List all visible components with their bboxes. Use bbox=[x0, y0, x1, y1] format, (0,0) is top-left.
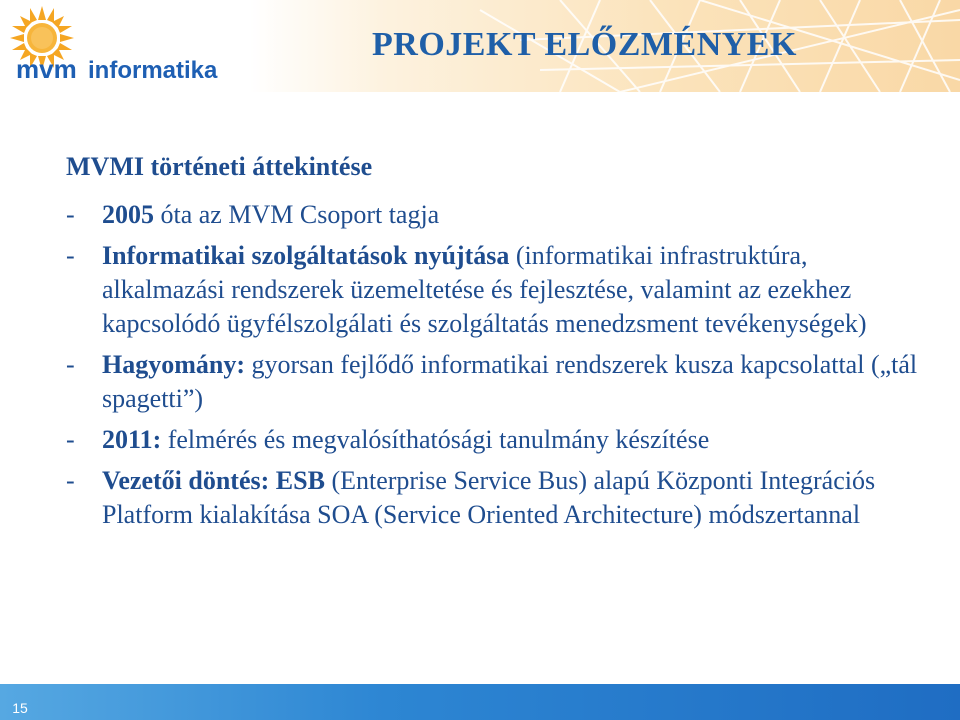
list-dash: - bbox=[66, 241, 75, 270]
slide-header bbox=[0, 0, 960, 92]
list-item-text bbox=[102, 348, 936, 416]
list-dash: - bbox=[66, 350, 75, 379]
list-item-bold: Vezetői döntés: ESB bbox=[102, 466, 325, 495]
list-item-bold: Hagyomány: bbox=[102, 350, 245, 379]
list-item bbox=[66, 348, 936, 416]
list-item bbox=[66, 464, 936, 532]
list-item-bold: Informatikai szolgáltatások nyújtása bbox=[102, 241, 510, 270]
page-title: PROJEKT ELŐZMÉNYEK bbox=[372, 26, 797, 63]
list-item bbox=[66, 423, 936, 457]
list-item-body: felmérés és megvalósíthatósági tanulmány készítése bbox=[161, 425, 710, 454]
list-dash: - bbox=[66, 466, 75, 495]
list-item-bold: 2011: bbox=[102, 425, 162, 454]
section-heading: MVMI történeti áttekintése bbox=[66, 152, 373, 181]
list-item bbox=[66, 198, 936, 232]
slide-content bbox=[66, 150, 936, 539]
footer-bar bbox=[0, 684, 960, 720]
page-number: 15 bbox=[12, 700, 28, 716]
logo-informatika-text: informatika bbox=[88, 57, 218, 84]
list-item-text bbox=[102, 198, 936, 232]
list-item bbox=[66, 239, 936, 341]
list-item-text bbox=[102, 239, 936, 341]
logo-mvm-text: mvm bbox=[16, 54, 77, 84]
list-dash: - bbox=[66, 425, 75, 454]
company-logo bbox=[6, 4, 246, 86]
list-item-body: (Enterprise Service Bus) alapú Központi Integrációs Platform kialakítása SOA (Service Oriented Architecture) módszertannal bbox=[102, 466, 876, 529]
list-item-text bbox=[102, 464, 936, 532]
list-item-body: óta az MVM Csoport tagja bbox=[154, 200, 440, 229]
list-item-body: gyorsan fejlődő informatikai rendszerek kusza kapcsolattal („tál spagetti”) bbox=[102, 350, 918, 413]
list-dash: - bbox=[66, 200, 75, 229]
list-item-body: (informatikai infrastruktúra, alkalmazási rendszerek üzemeltetése és fejlesztése, valamint az ezekhez kapcsolódó ügyfélszolgálati és szolgáltatás menedzsment tevékenységek) bbox=[102, 241, 867, 338]
list-item-text bbox=[102, 423, 936, 457]
list-item-bold: 2005 bbox=[102, 200, 154, 229]
